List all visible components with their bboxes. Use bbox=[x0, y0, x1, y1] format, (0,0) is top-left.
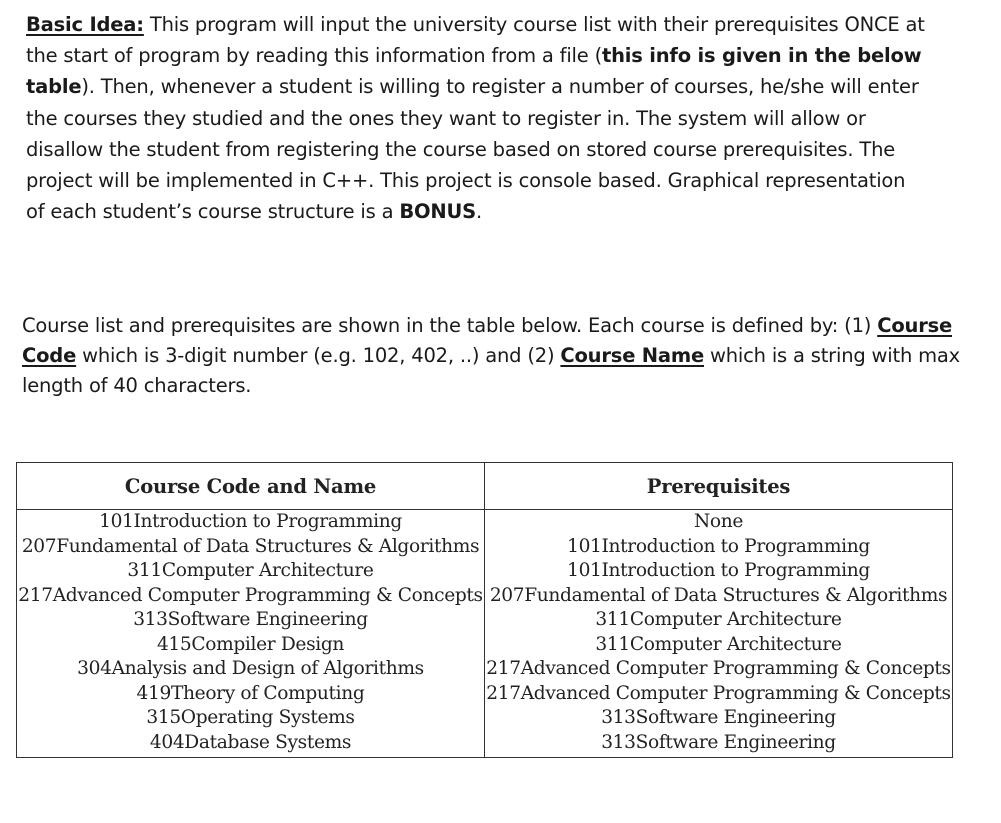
course-cell: 304Analysis and Design of Algorithms bbox=[17, 657, 485, 682]
course-cell: 217Advanced Computer Programming & Concepts bbox=[17, 584, 485, 609]
course-cell: 101Introduction to Programming bbox=[17, 510, 485, 535]
header-prereq: Prerequisites bbox=[485, 463, 953, 510]
table-row bbox=[17, 535, 953, 560]
intro-text-2: ). Then, whenever a student is willing to register a number of courses, he/she will enter the courses they studied and the ones they want to register in. The system will allow or disallow the student from registering the course based on stored course prerequisites. The project will be implemented in C++. This project is console based. Graphical representation of each student’s course structure is a bbox=[26, 75, 919, 224]
table-row bbox=[17, 682, 953, 707]
prereq-cell: 311Computer Architecture bbox=[485, 633, 953, 658]
course-code-term: Course Code bbox=[22, 314, 953, 367]
prereq-cell: 207Fundamental of Data Structures & Algorithms bbox=[485, 584, 953, 609]
table-row bbox=[17, 584, 953, 609]
intro-text-1: This program will input the university course list with their prerequisites ONCE at the start of program by reading this information from a file ( bbox=[26, 13, 925, 68]
table-row bbox=[17, 731, 953, 758]
table-row bbox=[17, 706, 953, 731]
table-row bbox=[17, 559, 953, 584]
course-cell: 313Software Engineering bbox=[17, 608, 485, 633]
intro-paragraph bbox=[26, 9, 926, 227]
prereq-cell: 217Advanced Computer Programming & Concepts bbox=[485, 682, 953, 707]
table-row bbox=[17, 633, 953, 658]
course-cell: 315Operating Systems bbox=[17, 706, 485, 731]
prereq-cell: 217Advanced Computer Programming & Concepts bbox=[485, 657, 953, 682]
table-row bbox=[17, 510, 953, 535]
prereq-cell: 313Software Engineering bbox=[485, 706, 953, 731]
course-cell: 207Fundamental of Data Structures & Algorithms bbox=[17, 535, 485, 560]
definition-text-2: which is 3-digit number (e.g. 102, 402, ..) and (2) bbox=[76, 344, 561, 367]
intro-bold-1: this info is given in the below table bbox=[26, 44, 922, 99]
prereq-cell: 101Introduction to Programming bbox=[485, 535, 953, 560]
prereq-cell: 311Computer Architecture bbox=[485, 608, 953, 633]
course-cell: 415Compiler Design bbox=[17, 633, 485, 658]
course-cell: 311Computer Architecture bbox=[17, 559, 485, 584]
prereq-cell: None bbox=[485, 510, 953, 535]
course-name-term: Course Name bbox=[560, 344, 705, 367]
definition-text-1: Course list and prerequisites are shown in the table below. Each course is defined by: (1) bbox=[22, 314, 878, 337]
intro-bold-2: BONUS bbox=[399, 200, 476, 224]
course-table bbox=[16, 462, 953, 758]
table-row bbox=[17, 608, 953, 633]
course-cell: 404Database Systems bbox=[17, 731, 485, 758]
table-row bbox=[17, 657, 953, 682]
header-course: Course Code and Name bbox=[17, 463, 485, 510]
table-header-row bbox=[17, 463, 953, 510]
prereq-cell: 101Introduction to Programming bbox=[485, 559, 953, 584]
course-cell: 419Theory of Computing bbox=[17, 682, 485, 707]
definition-paragraph bbox=[22, 311, 962, 401]
intro-heading: Basic Idea: bbox=[26, 13, 144, 36]
definition-text-3: which is a string with max length of 40 characters. bbox=[22, 344, 960, 397]
intro-text-3: . bbox=[475, 200, 482, 224]
prereq-cell: 313Software Engineering bbox=[485, 731, 953, 758]
